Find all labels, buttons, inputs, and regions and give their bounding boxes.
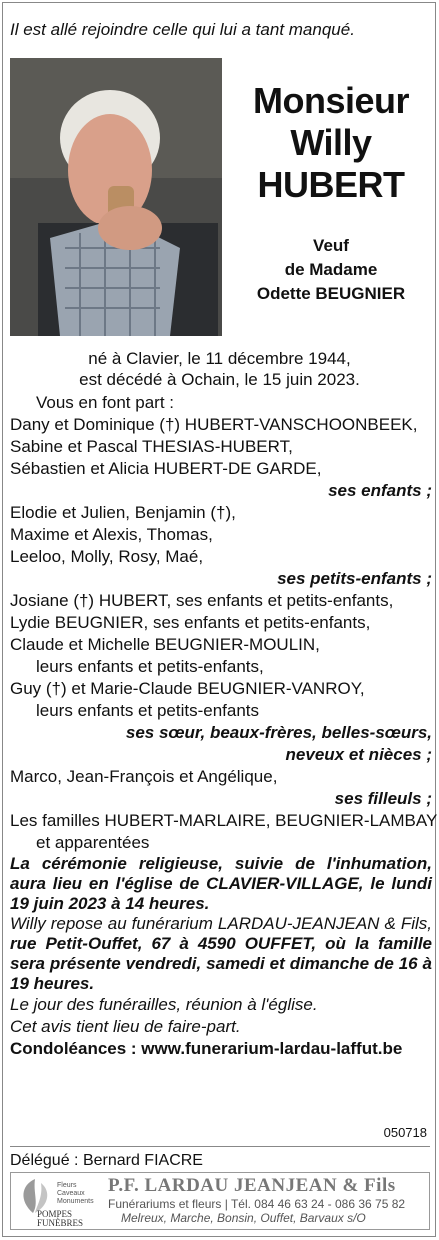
families-line: Les familles HUBERT-MARLAIRE, BEUGNIER-LAMBAY xyxy=(10,811,438,830)
divider xyxy=(10,1146,430,1147)
logo-brand-1: POMPES xyxy=(37,1209,73,1219)
grandchild-line: Leeloo, Molly, Rosy, Maé, xyxy=(10,547,204,566)
repose-info xyxy=(10,914,432,994)
notice-body xyxy=(10,392,438,1060)
families-line-cont: et apparentées xyxy=(36,833,150,852)
logo-text-2: Caveaux xyxy=(57,1190,85,1197)
spouse-info xyxy=(226,234,436,306)
birth-death-info xyxy=(0,348,439,390)
spouse-line-3: Odette BEUGNIER xyxy=(256,284,406,303)
name-title: Monsieur xyxy=(252,80,409,121)
condolences-link[interactable]: Condoléances : www.funerarium-lardau-laffut.be xyxy=(10,1039,403,1058)
grandchild-line: Elodie et Julien, Benjamin (†), xyxy=(10,503,236,522)
reunion-line: Le jour des funérailles, réunion à l'église. xyxy=(10,995,318,1014)
leaf-logo-icon xyxy=(15,1175,101,1227)
intro-text: Il est allé rejoindre celle qui lui a tant manqué. xyxy=(10,20,355,39)
sibling-line: Lydie BEUGNIER, ses enfants et petits-enfants, xyxy=(10,613,371,632)
logo-text-1: Fleurs xyxy=(57,1182,77,1189)
death-line: est décédé à Ochain, le 15 juin 2023. xyxy=(79,370,360,389)
announce-line: Vous en font part : xyxy=(36,393,174,412)
reference-number: 050718 xyxy=(383,1125,427,1140)
funeral-home-name: P.F. LARDAU JEANJEAN & Fils xyxy=(108,1175,396,1196)
siblings-label-cont: neveux et nièces ; xyxy=(285,745,432,764)
sibling-line: leurs enfants et petits-enfants, xyxy=(36,657,264,676)
grandchildren-label: ses petits-enfants ; xyxy=(277,569,432,588)
funeral-home-locations: Melreux, Marche, Bonsin, Ouffet, Barvaux s/O xyxy=(121,1211,366,1225)
sibling-line: Guy (†) et Marie-Claude BEUGNIER-VANROY, xyxy=(10,679,365,698)
repose-address: rue Petit-Ouffet, 67 à 4590 OUFFET, où la famille sera présente vendredi, samedi et dimanche de 16 à 19 heures. xyxy=(10,934,432,993)
logo-brand-2: FUNÈBRES xyxy=(37,1218,84,1227)
deceased-name xyxy=(226,80,436,206)
child-line: Sabine et Pascal THESIAS-HUBERT, xyxy=(10,437,293,456)
delegate-line: Délégué : Bernard FIACRE xyxy=(10,1152,203,1169)
birth-line: né à Clavier, le 11 décembre 1944, xyxy=(88,349,351,368)
ceremony-info: La cérémonie religieuse, suivie de l'inhumation, aura lieu en l'église de CLAVIER-VILLAGE, le lundi 19 juin 2023 à 14 heures. xyxy=(10,854,432,913)
spouse-line-1: Veuf xyxy=(313,236,349,255)
name-last: HUBERT xyxy=(257,164,405,205)
spouse-line-2: de Madame xyxy=(284,260,378,279)
funeral-home-contact: Funérariums et fleurs | Tél. 084 46 63 24 - 086 36 75 82 xyxy=(108,1197,406,1211)
siblings-label: ses sœur, beaux-frères, belles-sœurs, xyxy=(125,723,432,742)
funeral-home-logo xyxy=(15,1175,101,1227)
sibling-line: leurs enfants et petits-enfants xyxy=(36,701,260,720)
name-first: Willy xyxy=(290,122,372,163)
child-line: Sébastien et Alicia HUBERT-DE GARDE, xyxy=(10,459,322,478)
funeral-home-footer xyxy=(10,1172,430,1230)
godchildren-line: Marco, Jean-François et Angélique, xyxy=(10,767,278,786)
avis-line: Cet avis tient lieu de faire-part. xyxy=(10,1017,241,1036)
children-label: ses enfants ; xyxy=(328,481,432,500)
sibling-line: Josiane (†) HUBERT, ses enfants et petits-enfants, xyxy=(10,591,394,610)
sibling-line: Claude et Michelle BEUGNIER-MOULIN, xyxy=(10,635,320,654)
portrait-illustration xyxy=(10,58,222,336)
grandchild-line: Maxime et Alexis, Thomas, xyxy=(10,525,213,544)
godchildren-label: ses filleuls ; xyxy=(334,789,432,808)
repose-intro: Willy repose au funérarium LARDAU-JEANJEAN & Fils, xyxy=(10,914,432,933)
portrait-photo xyxy=(10,58,222,336)
child-line: Dany et Dominique (†) HUBERT-VANSCHOONBEEK, xyxy=(10,415,418,434)
logo-text-3: Monuments xyxy=(57,1198,94,1205)
